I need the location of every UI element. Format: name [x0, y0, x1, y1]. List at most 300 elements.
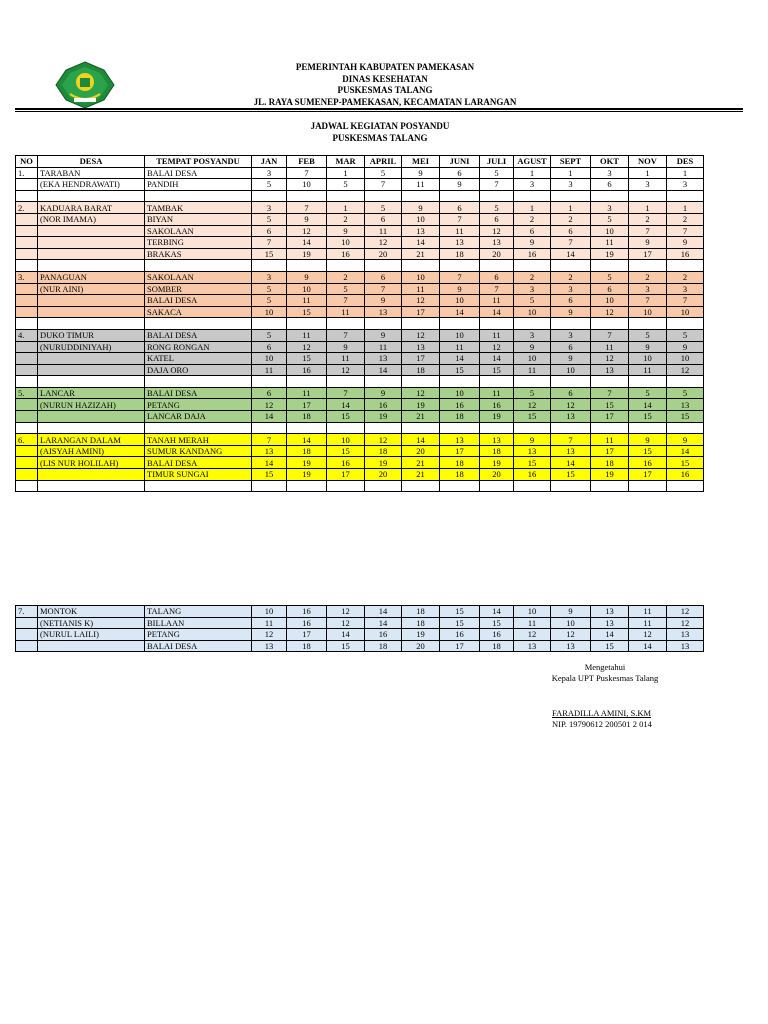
table-cell: 16	[480, 399, 514, 411]
table-cell: 9	[365, 387, 402, 399]
table-cell	[667, 480, 704, 492]
table-cell	[287, 480, 327, 492]
table-cell: 13	[551, 445, 591, 457]
table-cell: 11	[327, 306, 365, 318]
table-cell: PANDIH	[145, 179, 252, 191]
table-cell: 10	[629, 306, 667, 318]
table-cell: 17	[591, 445, 629, 457]
table-cell: 2	[327, 213, 365, 225]
table-cell: LANCAR DAJA	[145, 411, 252, 423]
table-cell: 1	[327, 202, 365, 214]
table-cell: 17	[591, 411, 629, 423]
table-cell: 14	[287, 434, 327, 446]
table-cell: 10	[440, 329, 480, 341]
letterhead	[200, 62, 570, 108]
table-cell: 6.	[16, 434, 38, 446]
table-cell: 14	[287, 237, 327, 249]
table-cell: 11	[629, 617, 667, 629]
table-cell: 13	[591, 617, 629, 629]
column-header: DESA	[38, 156, 145, 168]
column-header: APRIL	[365, 156, 402, 168]
table-cell: 7	[480, 179, 514, 191]
table-cell: 7	[551, 237, 591, 249]
table-cell	[402, 260, 440, 272]
table-cell: 15	[252, 469, 287, 481]
table-cell: 5	[252, 179, 287, 191]
table-cell: 9	[514, 434, 551, 446]
table-cell: 10	[327, 434, 365, 446]
document-title-line-2: PUSKESMAS TALANG	[332, 132, 428, 143]
table-cell: 12	[402, 387, 440, 399]
table-cell: 4.	[16, 329, 38, 341]
table-cell	[514, 190, 551, 202]
table-cell: 15	[667, 411, 704, 423]
table-cell: BIYAN	[145, 213, 252, 225]
table-cell	[16, 364, 38, 376]
table-cell: 9	[287, 213, 327, 225]
table-cell	[551, 318, 591, 330]
table-cell: 17	[629, 469, 667, 481]
table-cell	[16, 640, 38, 652]
table-cell: 6	[514, 225, 551, 237]
table-row	[16, 387, 704, 399]
table-cell: 19	[287, 457, 327, 469]
table-cell	[327, 260, 365, 272]
table-cell: 11	[252, 617, 287, 629]
table-cell: BILLAAN	[145, 617, 252, 629]
table-cell	[480, 480, 514, 492]
table-cell	[16, 445, 38, 457]
table-cell	[287, 190, 327, 202]
table-cell: (EKA HENDRAWATI)	[38, 179, 145, 191]
table-cell: 15	[514, 411, 551, 423]
table-cell: 18	[480, 640, 514, 652]
table-cell	[16, 190, 38, 202]
table-cell: 3	[667, 179, 704, 191]
table-cell: 10	[591, 225, 629, 237]
table-cell	[629, 422, 667, 434]
table-cell: 6	[551, 225, 591, 237]
table-cell: 12	[667, 606, 704, 618]
table-row	[16, 202, 704, 214]
table-cell: 11	[629, 364, 667, 376]
table-cell: 13	[440, 434, 480, 446]
table-cell: 6	[365, 213, 402, 225]
table-cell	[38, 190, 145, 202]
table-cell	[591, 260, 629, 272]
table-cell: 16	[480, 629, 514, 641]
table-cell: 12	[402, 329, 440, 341]
table-cell: 6	[252, 341, 287, 353]
table-cell: 10	[402, 213, 440, 225]
table-cell	[145, 190, 252, 202]
table-cell: 3	[591, 167, 629, 179]
table-cell: 17	[287, 629, 327, 641]
table-cell: 13	[667, 399, 704, 411]
table-cell: 14	[480, 353, 514, 365]
table-cell: 12	[591, 353, 629, 365]
table-row	[16, 225, 704, 237]
table-cell: 17	[629, 248, 667, 260]
table-cell: 9	[551, 606, 591, 618]
table-cell	[38, 248, 145, 260]
table-row	[16, 190, 704, 202]
table-cell: 9	[287, 271, 327, 283]
table-cell: 18	[480, 445, 514, 457]
table-cell: 12	[287, 341, 327, 353]
table-cell	[38, 469, 145, 481]
table-cell: 5	[591, 213, 629, 225]
table-cell: 1	[629, 167, 667, 179]
table-cell	[16, 617, 38, 629]
table-cell	[591, 422, 629, 434]
table-cell	[38, 364, 145, 376]
table-row	[16, 411, 704, 423]
table-cell	[252, 260, 287, 272]
table-cell: TALANG	[145, 606, 252, 618]
signatory-block	[552, 708, 732, 730]
table-cell	[551, 190, 591, 202]
table-row	[16, 364, 704, 376]
table-cell: 11	[365, 225, 402, 237]
table-cell	[16, 225, 38, 237]
table-cell: 11	[591, 434, 629, 446]
table-cell	[38, 353, 145, 365]
table-cell: 10	[667, 306, 704, 318]
table-cell: 16	[327, 248, 365, 260]
table-cell: TERBING	[145, 237, 252, 249]
table-cell: 16	[667, 469, 704, 481]
table-cell: 14	[440, 353, 480, 365]
table-cell: 11	[252, 364, 287, 376]
table-cell: 21	[402, 457, 440, 469]
table-cell: 14	[402, 434, 440, 446]
table-row	[16, 248, 704, 260]
table-cell: 13	[480, 434, 514, 446]
table-cell: 15	[327, 640, 365, 652]
table-cell	[551, 376, 591, 388]
table-cell	[440, 190, 480, 202]
table-cell: 6	[252, 225, 287, 237]
table-cell: 1	[514, 202, 551, 214]
table-cell: 5	[591, 271, 629, 283]
table-cell	[514, 376, 551, 388]
table-cell	[365, 318, 402, 330]
table-cell: 11	[480, 329, 514, 341]
table-cell: 19	[402, 629, 440, 641]
table-cell: KATEL	[145, 353, 252, 365]
table-cell: 13	[402, 225, 440, 237]
table-row	[16, 376, 704, 388]
table-cell: 20	[402, 445, 440, 457]
table-cell: 15	[480, 617, 514, 629]
table-cell	[38, 260, 145, 272]
table-cell: 5	[480, 202, 514, 214]
table-cell: 16	[327, 457, 365, 469]
table-cell	[252, 480, 287, 492]
table-cell: 11	[287, 387, 327, 399]
approval-known-label: Mengetahui	[584, 662, 626, 672]
table-cell	[252, 318, 287, 330]
table-cell: (LIS NUR HOLILAH)	[38, 457, 145, 469]
table-cell: 5	[252, 213, 287, 225]
table-cell: 3.	[16, 271, 38, 283]
table-cell: 16	[287, 606, 327, 618]
table-cell: 5	[327, 283, 365, 295]
table-cell: BALAI DESA	[145, 387, 252, 399]
table-cell	[480, 260, 514, 272]
table-cell: 6	[480, 213, 514, 225]
table-cell: 9	[402, 202, 440, 214]
table-cell: 5	[365, 167, 402, 179]
table-cell	[287, 260, 327, 272]
table-cell: 3	[629, 179, 667, 191]
table-cell: 19	[402, 399, 440, 411]
column-header: MEI	[402, 156, 440, 168]
table-cell: 18	[440, 248, 480, 260]
table-cell: 12	[591, 306, 629, 318]
table-cell: 6	[551, 295, 591, 307]
table-cell: 11	[514, 364, 551, 376]
table-cell: 5	[252, 283, 287, 295]
table-cell: 7	[365, 283, 402, 295]
table-cell: 7	[365, 179, 402, 191]
table-cell: 20	[402, 640, 440, 652]
table-cell: 7	[287, 202, 327, 214]
table-cell	[667, 318, 704, 330]
table-row	[16, 480, 704, 492]
table-cell	[38, 306, 145, 318]
column-header: OKT	[591, 156, 629, 168]
table-cell: 10	[551, 364, 591, 376]
table-cell: 11	[480, 295, 514, 307]
table-cell: 16	[365, 399, 402, 411]
table-cell: 13	[514, 640, 551, 652]
table-cell: 14	[551, 457, 591, 469]
table-cell: 9	[440, 283, 480, 295]
posyandu-schedule-table	[15, 155, 704, 492]
table-cell: 13	[667, 629, 704, 641]
table-cell: 19	[365, 457, 402, 469]
table-cell: 14	[591, 629, 629, 641]
table-cell: BALAI DESA	[145, 295, 252, 307]
table-cell	[327, 422, 365, 434]
table-cell: 5	[629, 387, 667, 399]
table-cell: 13	[480, 237, 514, 249]
table-cell: 6	[252, 387, 287, 399]
table-cell	[145, 376, 252, 388]
table-cell: 6	[551, 387, 591, 399]
letterhead-divider-thin	[15, 111, 743, 112]
table-cell	[16, 629, 38, 641]
table-cell: (NETIANIS K)	[38, 617, 145, 629]
table-cell: 18	[440, 411, 480, 423]
table-row	[16, 318, 704, 330]
table-cell	[38, 480, 145, 492]
table-cell: 12	[365, 237, 402, 249]
table-cell: 9	[629, 434, 667, 446]
table-cell: 6	[551, 341, 591, 353]
table-cell: 13	[551, 640, 591, 652]
table-cell: 15	[440, 617, 480, 629]
table-cell: 12	[667, 617, 704, 629]
table-row	[16, 399, 704, 411]
table-cell: 9	[402, 167, 440, 179]
table-cell: 15	[440, 606, 480, 618]
table-cell: 5	[252, 329, 287, 341]
table-cell: 2.	[16, 202, 38, 214]
table-row	[16, 213, 704, 225]
table-cell: 15	[327, 411, 365, 423]
table-cell: TAMBAK	[145, 202, 252, 214]
table-cell: 13	[252, 445, 287, 457]
table-cell: 7	[252, 237, 287, 249]
table-cell: (NURUN HAZIZAH)	[38, 399, 145, 411]
table-cell: 18	[287, 445, 327, 457]
table-cell	[38, 295, 145, 307]
table-cell: 14	[402, 237, 440, 249]
table-cell: BALAI DESA	[145, 167, 252, 179]
table-cell	[440, 318, 480, 330]
table-cell: 14	[327, 399, 365, 411]
table-cell: 15	[440, 364, 480, 376]
table-cell: 3	[629, 283, 667, 295]
table-cell: 1.	[16, 167, 38, 179]
table-row	[16, 617, 704, 629]
table-cell: 7	[440, 213, 480, 225]
table-cell: 6	[365, 271, 402, 283]
table-cell: (NURUDDINIYAH)	[38, 341, 145, 353]
table-cell: 14	[365, 364, 402, 376]
column-header: NOV	[629, 156, 667, 168]
table-cell: 9	[667, 434, 704, 446]
table-cell: 21	[402, 248, 440, 260]
table-cell: 1	[514, 167, 551, 179]
table-cell: 17	[402, 353, 440, 365]
table-cell: 14	[629, 640, 667, 652]
table-cell: 13	[514, 445, 551, 457]
table-cell	[629, 480, 667, 492]
table-cell: 3	[514, 179, 551, 191]
table-cell: 9	[365, 329, 402, 341]
table-cell	[252, 422, 287, 434]
table-cell: 12	[252, 399, 287, 411]
table-cell: 11	[402, 283, 440, 295]
letterhead-line-department: DINAS KESEHATAN	[342, 73, 428, 84]
table-cell: 12	[365, 434, 402, 446]
table-cell	[16, 283, 38, 295]
table-cell: 15	[327, 445, 365, 457]
column-header: NO	[16, 156, 38, 168]
table-cell: 14	[365, 617, 402, 629]
table-cell: 14	[327, 629, 365, 641]
table-cell: 5	[480, 167, 514, 179]
table-cell: 7	[591, 329, 629, 341]
table-cell	[16, 353, 38, 365]
column-header: JULI	[480, 156, 514, 168]
table-cell: 18	[591, 457, 629, 469]
table-cell: 7	[287, 167, 327, 179]
table-cell	[551, 422, 591, 434]
table-cell: RONG RONGAN	[145, 341, 252, 353]
table-cell	[591, 318, 629, 330]
table-cell: 7	[629, 295, 667, 307]
table-cell	[327, 318, 365, 330]
table-cell: 2	[514, 213, 551, 225]
table-cell	[365, 190, 402, 202]
table-cell	[591, 376, 629, 388]
table-cell: 15	[629, 411, 667, 423]
table-cell: 13	[365, 353, 402, 365]
table-cell: (NUR AINI)	[38, 283, 145, 295]
table-cell	[38, 237, 145, 249]
table-cell: 10	[440, 387, 480, 399]
table-cell	[252, 190, 287, 202]
table-cell: 16	[440, 399, 480, 411]
table-cell: 14	[252, 411, 287, 423]
table-cell: PETANG	[145, 399, 252, 411]
approval-position: Kepala UPT Puskesmas Talang	[551, 673, 659, 683]
table-cell: 10	[514, 353, 551, 365]
table-cell: 6	[591, 283, 629, 295]
table-cell: TANAH MERAH	[145, 434, 252, 446]
table-cell	[440, 480, 480, 492]
table-cell: 11	[365, 341, 402, 353]
table-cell: 12	[551, 629, 591, 641]
table-cell: 2	[551, 213, 591, 225]
table-cell	[629, 260, 667, 272]
table-cell	[16, 399, 38, 411]
table-cell: 6	[480, 271, 514, 283]
table-cell: 7	[327, 329, 365, 341]
table-cell: 13	[591, 606, 629, 618]
table-cell: 10	[440, 295, 480, 307]
table-row	[16, 469, 704, 481]
table-cell: 7	[252, 434, 287, 446]
table-cell	[327, 376, 365, 388]
table-cell	[16, 306, 38, 318]
table-row	[16, 445, 704, 457]
table-cell: 12	[402, 295, 440, 307]
table-cell	[16, 260, 38, 272]
table-cell	[145, 260, 252, 272]
document-title-line-1: JADWAL KEGIATAN POSYANDU	[310, 121, 450, 131]
table-cell: 12	[327, 364, 365, 376]
table-cell: 6	[591, 179, 629, 191]
letterhead-divider	[15, 108, 743, 110]
table-cell: 18	[440, 457, 480, 469]
table-cell: 14	[667, 445, 704, 457]
table-cell: TARABAN	[38, 167, 145, 179]
table-row	[16, 260, 704, 272]
table-cell: 2	[629, 271, 667, 283]
table-cell	[16, 295, 38, 307]
table-cell: 9	[551, 306, 591, 318]
table-cell: 19	[365, 411, 402, 423]
table-row	[16, 629, 704, 641]
table-cell: 12	[551, 399, 591, 411]
table-cell: 10	[287, 283, 327, 295]
table-cell	[629, 318, 667, 330]
column-header: FEB	[287, 156, 327, 168]
table-cell: 20	[480, 248, 514, 260]
table-cell: 3	[667, 283, 704, 295]
table-cell: 5	[514, 295, 551, 307]
table-cell: 3	[252, 202, 287, 214]
table-cell	[514, 480, 551, 492]
table-cell: SAKOLAAN	[145, 225, 252, 237]
table-cell: 3	[551, 179, 591, 191]
